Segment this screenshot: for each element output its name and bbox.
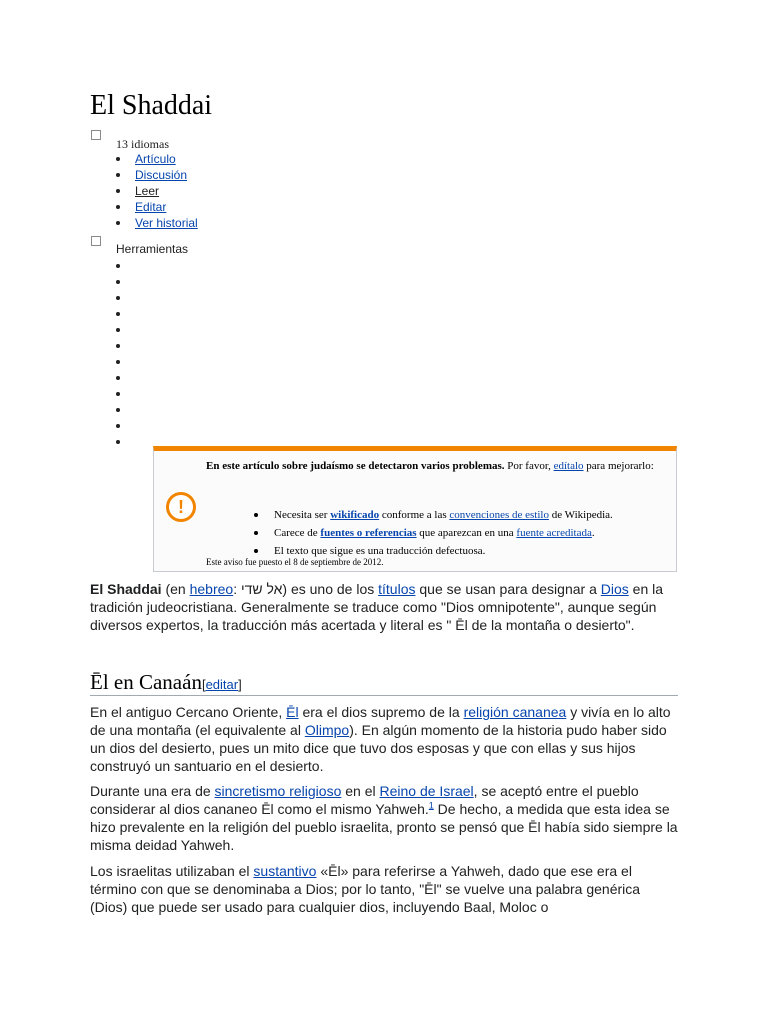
text: (en <box>161 581 190 597</box>
tools-item[interactable] <box>116 434 135 450</box>
notice-para: para mejorarlo: <box>583 460 654 472</box>
tools-item[interactable] <box>116 354 135 370</box>
nav-link-editar[interactable]: Editar <box>135 200 167 214</box>
tools-checkbox[interactable] <box>91 236 101 246</box>
text: Durante una era de <box>90 783 215 799</box>
text: y vivía en lo alto de una montaña (el equivalente al <box>90 704 671 738</box>
paragraph-3 <box>90 862 680 916</box>
languages-checkbox[interactable] <box>91 130 101 140</box>
text: ). En algún momento de la historia pudo haber sido un dios del desierto, pues un mito dice que tuvo dos esposas y que con ellas y sus hijos construyó un santuario en el desierto. <box>90 722 667 774</box>
dios-link[interactable]: Dios <box>600 581 629 597</box>
text: En el antiguo Cercano Oriente, <box>90 704 287 720</box>
intro-bold: El Shaddai <box>90 581 162 597</box>
issue-text: que aparezcan en una <box>416 527 517 539</box>
reference-1[interactable]: 1 <box>428 800 434 811</box>
tools-item[interactable] <box>116 338 135 354</box>
hebreo-link[interactable]: hebreo <box>189 581 234 597</box>
section-title: Ēl en Canaán <box>90 670 202 694</box>
text: : אל שדי) es uno de los <box>233 581 379 597</box>
notice-issue <box>254 506 669 524</box>
tools-list <box>116 258 135 450</box>
tools-item[interactable] <box>116 386 135 402</box>
issue-text: El texto que sigue es una traducción defectuosa. <box>274 545 486 557</box>
section-edit-link[interactable]: [editar] <box>201 677 242 692</box>
tools-item[interactable] <box>116 258 135 274</box>
tools-item[interactable] <box>116 306 135 322</box>
sustantivo-link[interactable]: sustantivo <box>253 863 317 879</box>
maintenance-notice <box>153 446 677 572</box>
issue-text: Carece de <box>274 527 321 539</box>
religion-cananea-link[interactable]: religión cananea <box>463 704 567 720</box>
notice-bold: En este artículo sobre judaísmo se detectaron varios problemas. <box>206 460 505 472</box>
sincretismo-link[interactable]: sincretismo religioso <box>214 783 342 799</box>
text: «Ēl» para referirse a Yahweh, dado que ese era el término con que se denominaba a Dios; por lo tanto, "Ēl" se vuelve una palabra genérica (Dios) que puede ser usado para cualquier dios, incluyendo Baal, Moloc o <box>90 863 641 915</box>
issue-text: Necesita ser <box>274 509 331 521</box>
issue-text: conforme a las <box>379 509 450 521</box>
tools-item[interactable] <box>116 290 135 306</box>
notice-footer: Este aviso fue puesto el 8 de septiembre de 2012. <box>206 557 384 567</box>
text: era el dios supremo de la <box>298 704 464 720</box>
text: Los israelitas utilizaban el <box>90 863 254 879</box>
text: De hecho, a medida que esta idea se hizo prevalente en la religión del pueblo israelita, pronto se pensó que Ēl había sido siempre la misma deidad Yahweh. <box>90 801 678 853</box>
fuente-acreditada-link[interactable]: fuente acreditada <box>516 527 592 539</box>
text: , se aceptó entre el pueblo considerar al dios cananeo Ēl como el mismo Yahweh. <box>90 783 639 817</box>
tools-item[interactable] <box>116 402 135 418</box>
wikificado-link[interactable]: wikificado <box>330 509 380 521</box>
tools-label[interactable]: Herramientas <box>116 242 189 256</box>
text: en el <box>341 783 380 799</box>
nav-link-discusion[interactable]: Discusión <box>135 168 188 182</box>
nav-item-articulo[interactable] <box>116 151 198 167</box>
tools-item[interactable] <box>116 370 135 386</box>
paragraph-2 <box>90 782 680 854</box>
nav-link-historial[interactable]: Ver historial <box>135 216 198 230</box>
tools-item[interactable] <box>116 274 135 290</box>
convenciones-link[interactable]: convenciones de estilo <box>449 509 549 521</box>
nav-item-historial[interactable] <box>116 215 198 231</box>
intro-paragraph <box>90 580 680 634</box>
reino-israel-link[interactable]: Reino de Israel <box>379 783 474 799</box>
tools-item[interactable] <box>116 322 135 338</box>
issue-text: . <box>591 527 595 539</box>
nav-item-discusion[interactable] <box>116 167 198 183</box>
text: que se usan para designar a <box>415 581 601 597</box>
tools-item[interactable] <box>116 418 135 434</box>
nav-link-leer[interactable]: Leer <box>135 184 160 198</box>
nav-item-leer[interactable] <box>116 183 198 199</box>
nav-item-editar[interactable] <box>116 199 198 215</box>
editar-link[interactable]: editar <box>205 677 239 692</box>
el-link[interactable]: Ēl <box>286 704 299 720</box>
issue-text: de Wikipedia. <box>548 509 613 521</box>
notice-issue <box>254 524 669 542</box>
fuentes-link[interactable]: fuentes o referencias <box>320 527 417 539</box>
page-title: El Shaddai <box>90 90 213 121</box>
nav-link-articulo[interactable]: Artículo <box>135 152 176 166</box>
notice-please: Por favor, <box>504 460 554 472</box>
notice-header <box>206 459 668 474</box>
languages-label[interactable]: 13 idiomas <box>116 137 169 151</box>
section-heading <box>90 669 678 696</box>
page-nav-list <box>116 151 198 231</box>
notice-edit-link[interactable]: edítalo <box>553 460 584 472</box>
paragraph-1 <box>90 703 680 775</box>
titulos-link[interactable]: títulos <box>378 581 416 597</box>
olimpo-link[interactable]: Olimpo <box>304 722 350 738</box>
notice-issues-list <box>254 506 669 560</box>
text: en la tradición judeocristiana. Generalmente se traduce como "Dios omnipotente", aunque según diversos expertos, la traducción más acertada y literal es " Ēl de la montaña o desierto". <box>90 581 664 633</box>
warning-icon: ! <box>166 492 196 522</box>
